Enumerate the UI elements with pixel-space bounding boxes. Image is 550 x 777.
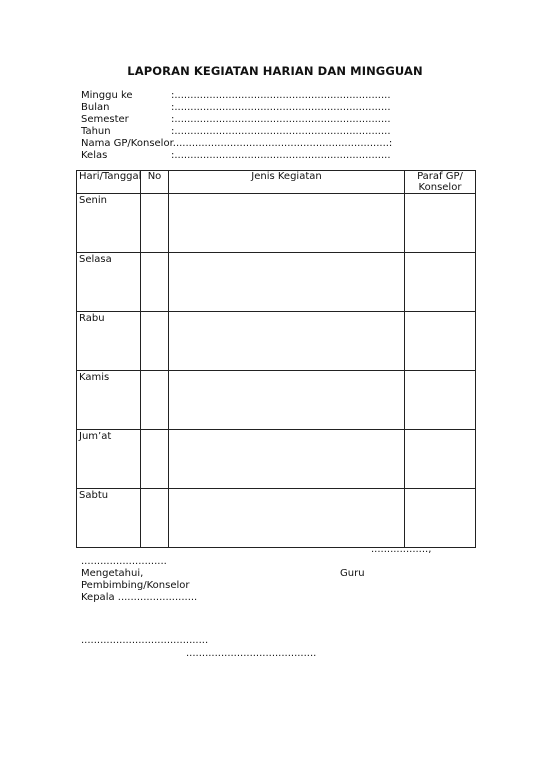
table-row	[77, 430, 476, 489]
field-label: Bulan	[81, 102, 110, 113]
day-cell: Sabtu	[77, 489, 141, 548]
table-row	[77, 312, 476, 371]
day-cell: Jum’at	[77, 430, 141, 489]
paraf-cell[interactable]	[405, 489, 476, 548]
no-cell[interactable]	[141, 194, 169, 253]
mengetahui-label: Mengetahui,	[81, 568, 144, 579]
paraf-cell[interactable]	[405, 253, 476, 312]
kegiatan-cell[interactable]	[169, 371, 405, 430]
table-row	[77, 489, 476, 548]
table-header-row	[77, 171, 476, 194]
no-cell[interactable]	[141, 253, 169, 312]
field-dots: :....................................................................	[171, 114, 391, 125]
header-no: No	[141, 171, 169, 194]
guru-label: Guru	[340, 568, 365, 579]
field-dots: Nama GP/Konselor....................................................................:	[81, 138, 393, 149]
kegiatan-cell[interactable]	[169, 430, 405, 489]
day-cell: Rabu	[77, 312, 141, 371]
signature-line-right: .........................................	[186, 648, 317, 659]
field-dots: :....................................................................	[171, 150, 391, 161]
field-label: Semester	[81, 114, 129, 125]
footer-dots-left: ...........................	[81, 556, 167, 567]
field-label: Tahun	[81, 126, 111, 137]
document-title: LAPORAN KEGIATAN HARIAN DAN MINGGUAN	[127, 64, 423, 78]
kegiatan-cell[interactable]	[169, 489, 405, 548]
field-dots: :....................................................................	[171, 90, 391, 101]
no-cell[interactable]	[141, 430, 169, 489]
paraf-cell[interactable]	[405, 312, 476, 371]
paraf-cell[interactable]	[405, 194, 476, 253]
table-row	[77, 371, 476, 430]
field-label: Minggu ke	[81, 90, 133, 101]
table-row	[77, 194, 476, 253]
field-label: Kelas	[81, 150, 108, 161]
kepala-label: Kepala .........................	[81, 592, 198, 603]
no-cell[interactable]	[141, 489, 169, 548]
no-cell[interactable]	[141, 371, 169, 430]
header-hari-tanggal: Hari/Tanggal	[77, 171, 141, 194]
field-dots: :....................................................................	[171, 126, 391, 137]
pembimbing-label: Pembimbing/Konselor	[81, 580, 190, 591]
place-date-line: ..................,	[371, 544, 432, 555]
day-cell: Selasa	[77, 253, 141, 312]
header-jenis-kegiatan: Jenis Kegiatan	[169, 171, 405, 194]
field-dots: :....................................................................	[171, 102, 391, 113]
table-row	[77, 253, 476, 312]
kegiatan-cell[interactable]	[169, 194, 405, 253]
paraf-cell[interactable]	[405, 430, 476, 489]
signature-line-left: ........................................	[81, 635, 209, 646]
activity-table	[76, 170, 476, 548]
day-cell: Kamis	[77, 371, 141, 430]
header-paraf: Paraf GP/ Konselor	[405, 171, 476, 194]
day-cell: Senin	[77, 194, 141, 253]
paraf-cell[interactable]	[405, 371, 476, 430]
kegiatan-cell[interactable]	[169, 312, 405, 371]
kegiatan-cell[interactable]	[169, 253, 405, 312]
no-cell[interactable]	[141, 312, 169, 371]
